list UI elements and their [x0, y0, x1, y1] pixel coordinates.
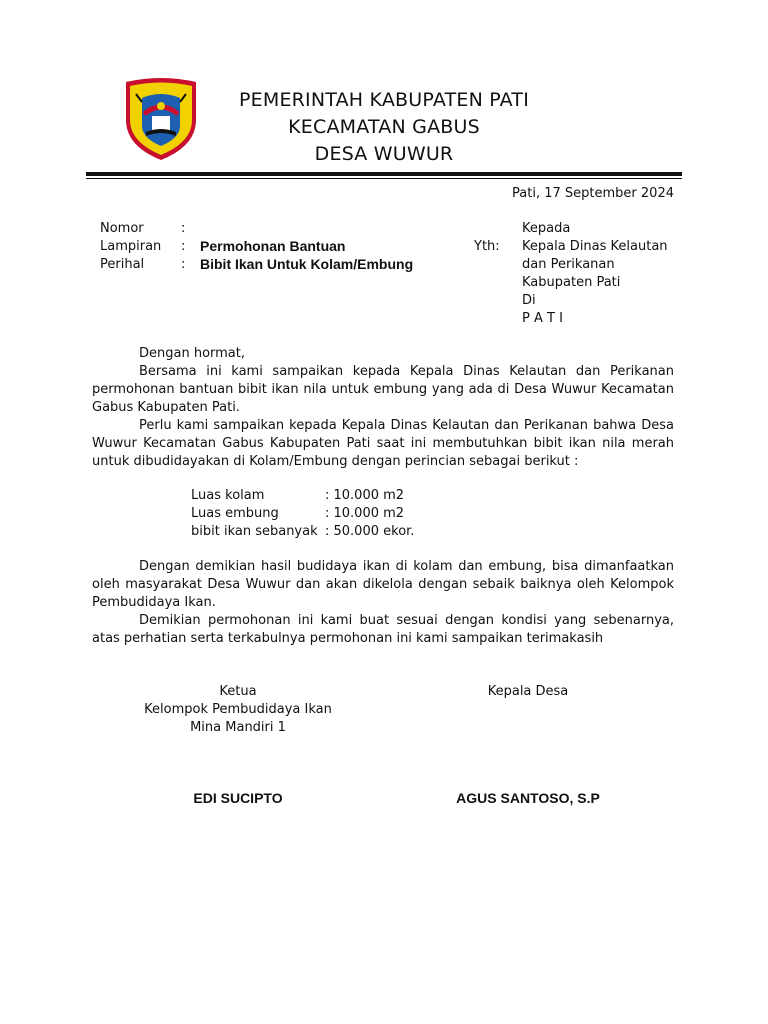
nomor-colon: : — [181, 221, 186, 236]
lampiran-label: Lampiran — [100, 239, 162, 254]
header-line-village: DESA WUWUR — [314, 143, 454, 165]
recipient-line: Kepada — [522, 221, 571, 236]
body-paragraph-4-text: Demikian permohonan ini kami buat sesuai dengan kondisi yang sebenarnya, atas perhatian serta terkabulnya permohonan ini kami sampaikan terimakasih — [92, 613, 674, 646]
yth-label: Yth: — [474, 239, 500, 254]
perihal-subject-line2: Bibit Ikan Untuk Kolam/Embung — [200, 256, 414, 272]
body-paragraph-3 — [92, 558, 674, 612]
body-paragraph-4 — [92, 612, 674, 648]
signature-right-title: Kepala Desa — [487, 684, 569, 699]
header-line-district: KECAMATAN GABUS — [288, 116, 480, 138]
nomor-label: Nomor — [100, 221, 144, 236]
perihal-subject-line1: Permohonan Bantuan — [200, 238, 346, 254]
body-paragraph-1-text: Bersama ini kami sampaikan kepada Kepala Dinas Kelautan dan Perikanan permohonan bantuan bibit ikan nila untuk embung yang ada di Desa Wuwur Kecamatan Gabus Kabupaten Pati. — [92, 364, 674, 415]
detail-label: bibit ikan sebanyak — [191, 524, 318, 539]
lampiran-colon: : — [181, 239, 186, 254]
header-divider-thick — [86, 172, 682, 176]
recipient-line: P A T I — [522, 311, 563, 326]
body-paragraph-3-text: Dengan demikian hasil budidaya ikan di kolam dan embung, bisa dimanfaatkan oleh masyarakat Desa Wuwur dan akan dikelola dengan sebaik baiknya oleh Kelompok Pembudidaya Ikan. — [92, 559, 674, 610]
letter-date: Pati, 17 September 2024 — [512, 186, 674, 201]
perihal-label: Perihal — [100, 257, 145, 272]
recipient-line: Kepala Dinas Kelautan — [522, 239, 668, 254]
greeting: Dengan hormat, — [139, 346, 246, 361]
signature-right-name: AGUS SANTOSO, S.P — [456, 790, 600, 806]
body-paragraph-2-text: Perlu kami sampaikan kepada Kepala Dinas Kelautan dan Perikanan bahwa Desa Wuwur Kecamatan Gabus Kabupaten Pati saat ini membutuhkan bibit ikan nila merah untuk dibudidayakan di Kolam/Embung dengan perincian sebagai berikut : — [92, 418, 674, 469]
signature-left-group: Kelompok Pembudidaya Ikan — [144, 702, 332, 717]
signature-left-title: Ketua — [219, 684, 257, 699]
detail-value: : 50.000 ekor. — [325, 524, 415, 539]
perihal-colon: : — [181, 257, 186, 272]
recipient-line: Kabupaten Pati — [522, 275, 621, 290]
detail-label: Luas embung — [191, 506, 279, 521]
detail-value: : 10.000 m2 — [325, 506, 405, 521]
body-paragraph-2 — [92, 417, 674, 471]
detail-value: : 10.000 m2 — [325, 488, 405, 503]
recipient-line: Di — [522, 293, 536, 308]
signature-left-name: EDI SUCIPTO — [193, 790, 283, 806]
recipient-line: dan Perikanan — [522, 257, 615, 272]
detail-label: Luas kolam — [191, 488, 265, 503]
header-divider-thin — [86, 178, 682, 179]
body-paragraph-1 — [92, 363, 674, 417]
header-line-government: PEMERINTAH KABUPATEN PATI — [239, 89, 529, 111]
signature-left-subgroup: Mina Mandiri 1 — [190, 720, 286, 735]
